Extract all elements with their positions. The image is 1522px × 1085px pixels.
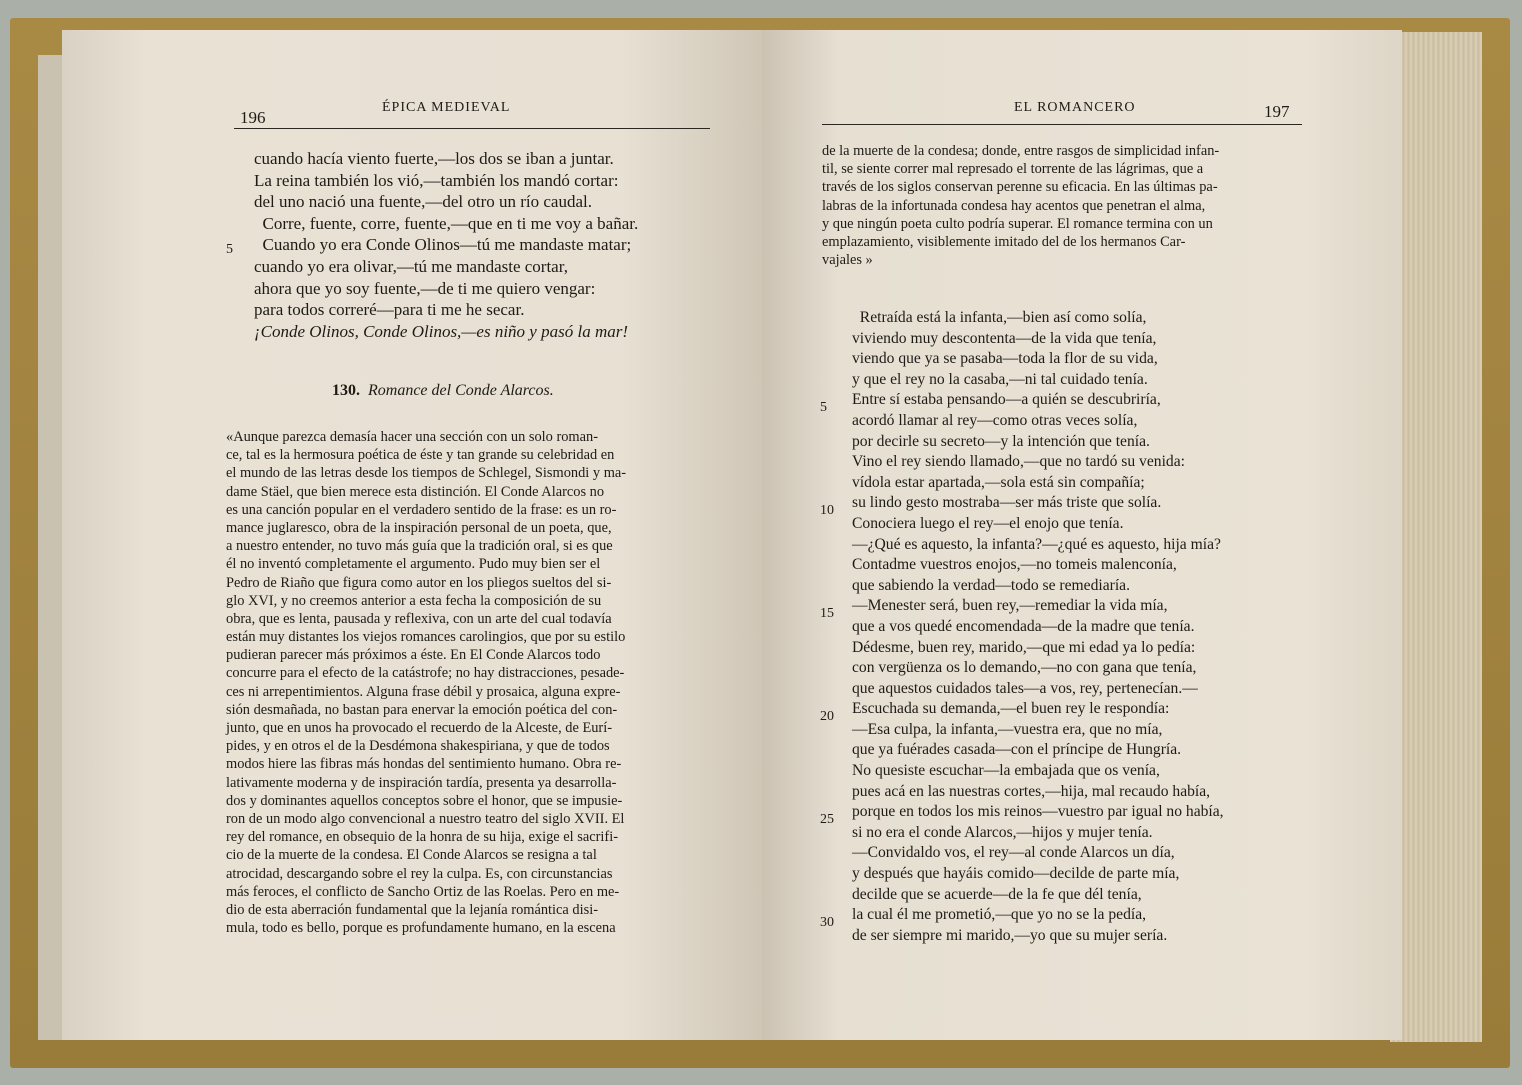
prose-line: emplazamiento, visiblemente imitado del de los hermanos Car- [822,233,1186,250]
prose-line: dio de esta aberración fundamental que la lejanía romántica disi- [226,901,598,918]
line-number: 5 [226,242,233,257]
poem-line: cuando yo era olivar,—tú me mandaste cortar, [254,256,568,276]
prose-block [822,142,1219,269]
poem-line: vídola estar apartada,—sola está sin compañía; [852,473,1145,491]
prose-line: modos hiere las fibras más hondas del sentimiento humano. Obra re- [226,756,622,773]
prose-line: vajales » [822,252,873,269]
poem-line: que a vos quedé encomendada—de la madre que tenía. [852,617,1195,635]
line-number: 20 [820,709,834,724]
poem-line: por decirle su secreto—y la intención que tenía. [852,432,1150,450]
poem-block [852,308,1224,946]
prose-line: rey del romance, en obsequio de la honra de su hija, exige el sacrifi- [226,829,618,846]
prose-line: más feroces, el conflicto de Sancho Ortiz de las Roelas. Pero en me- [226,883,620,900]
section-title: Romance del Conde Alarcos. [368,382,554,399]
prose-line: glo XVI, y no creemos anterior a esta fecha la composición de su [226,592,602,609]
prose-line: dame Stäel, que bien merece esta distinción. El Conde Alarcos no [226,483,605,500]
prose-line: mance juglaresco, obra de la inspiración personal de un poeta, que, [226,519,612,536]
prose-line: él no inventó completamente el argumento. Pudo muy bien ser el [226,556,601,573]
poem-line: del uno nació una fuente,—del otro un río caudal. [254,192,592,212]
poem-line: y después que hayáis comido—decilde de parte mía, [852,865,1180,883]
prose-line: labras de la infortunada condesa hay acentos que penetran el alma, [822,197,1206,214]
poem-line: Conociera luego el rey—el enojo que tenía. [852,514,1124,532]
prose-line: pides, y en otros el de la Desdémona shakespiriana, y que de todos [226,738,610,755]
page-number: 196 [240,108,266,127]
prose-line: y que ningún poeta culto podría superar. El romance termina con un [822,215,1213,232]
page-number: 197 [1264,102,1290,121]
poem-line: Cuando yo era Conde Olinos—tú me mandaste matar; [254,235,632,255]
prose-line: sión desmañada, no bastan para enervar la emoción poética del con- [226,701,618,718]
poem-line: Escuchada su demanda,—el buen rey le respondía: [852,700,1170,718]
prose-line: el mundo de las letras desde los tiempos de Schlegel, Sismondi y ma- [226,465,627,482]
line-number: 30 [820,915,834,930]
running-header: ÉPICA MEDIEVAL [382,100,511,115]
poem-line: —Menester será, buen rey,—remediar la vida mía, [852,597,1168,615]
prose-line: de la muerte de la condesa; donde, entre rasgos de simplicidad infan- [822,143,1220,159]
poem-line: La reina también los vió,—también los mandó cortar: [254,170,619,190]
prose-line: «Aunque parezca demasía hacer una sección con un solo roman- [226,429,598,445]
poem-line: que aquestos cuidados tales—a vos, rey, pertenecían.— [852,679,1198,697]
poem-line: Retraída está la infanta,—bien así como solía, [852,309,1147,326]
section-number: 130. [332,382,360,399]
prose-line: obra, que es lenta, pausada y reflexiva, con un arte del cual todavía [226,610,612,627]
prose-line: a nuestro entender, no tuvo más guía que la tradición oral, si es que [226,538,613,555]
poem-line: Dédesme, buen rey, marido,—que mi edad ya lo pedía: [852,638,1196,656]
poem-line: y que el rey no la casaba,—ni tal cuidado tenía. [852,370,1148,388]
poem-line: Contadme vuestros enojos,—no tomeis malenconía, [852,556,1177,574]
poem-line: Vino el rey siendo llamado,—que no tardó su venida: [852,453,1185,471]
poem-line: Entre sí estaba pensando—a quién se descubriría, [852,391,1161,409]
prose-block [226,428,626,937]
prose-line: mula, todo es bello, porque es profundamente humano, en la escena [226,920,616,937]
poem-line: —Convidaldo vos, el rey—al conde Alarcos un día, [852,844,1175,862]
poem-line: decilde que se acuerde—de la fe que dél tenía, [852,885,1142,903]
header-rule [234,128,710,129]
poem-line: si no era el conde Alarcos,—hijos y mujer tenía. [852,823,1153,841]
prose-line: través de los siglos conservan perenne su eficacia. En las últimas pa- [822,179,1218,196]
prose-line: dos y dominantes aquellos conceptos sobre el honor, que se impusie- [226,792,623,809]
poem-line: —Esa culpa, la infanta,—vuestra era, que no mía, [852,720,1163,738]
prose-line: til, se siente correr mal represado el torrente de las lágrimas, que a [822,161,1204,178]
poem-line: que ya fuérades casada—con el príncipe de Hungría. [852,741,1182,759]
poem-line: acordó llamar al rey—como otras veces solía, [852,411,1138,429]
poem-block [254,148,638,342]
line-number: 5 [820,400,827,415]
poem-line: —¿Qué es aquesto, la infanta?—¿qué es aquesto, hija mía? [852,535,1221,553]
poem-line: ¡Conde Olinos, Conde Olinos,—es niño y pasó la mar! [254,321,628,341]
poem-line: de ser siempre mi marido,—yo que su mujer sería. [852,926,1168,944]
prose-line: lativamente moderna y de inspiración tardía, presenta ya desarrolla- [226,774,617,791]
poem-line: No quesiste escuchar—la embajada que os venía, [852,762,1160,780]
prose-line: atrocidad, descargando sobre el rey la culpa. Es, con circunstancias [226,865,613,882]
poem-line: que sabiendo la verdad—todo se remediaría. [852,576,1130,594]
prose-line: junto, que en unos ha provocado el recuerdo de la Alceste, de Eurí- [226,720,613,736]
poem-line: ahora que yo soy fuente,—de ti me quiero vengar: [254,278,596,298]
poem-line: viendo que ya se pasaba—toda la flor de su vida, [852,350,1158,368]
running-header: EL ROMANCERO [1014,100,1136,115]
prose-line: ces ni arrepentimientos. Alguna frase débil y prosaica, alguna expre- [226,683,621,700]
prose-line: ce, tal es la hermosura poética de éste y tan grande su celebridad en [226,447,615,464]
poem-line: viviendo muy descontenta—de la vida que tenía, [852,329,1157,347]
line-number: 15 [820,606,834,621]
line-number: 10 [820,503,834,518]
poem-line: con vergüenza os lo demando,—no con gana que tenía, [852,659,1197,677]
poem-line: pues acá en las nuestras cortes,—hija, mal recaudo había, [852,782,1211,800]
poem-line: Corre, fuente, corre, fuente,—que en ti me voy a bañar. [254,213,639,233]
poem-line: porque en todos los mis reinos—vuestro par igual no había, [852,803,1224,821]
prose-line: pudieran parecer más próximos a éste. En El Conde Alarcos todo [226,647,601,664]
poem-line: su lindo gesto mostraba—ser más triste que solía. [852,494,1162,512]
prose-line: están muy distantes los viejos romances carolingios, que por su estilo [226,629,626,646]
prose-line: es una canción popular en el verdadero sentido de la frase: es un ro- [226,501,617,518]
poem-line: cuando hacía viento fuerte,—los dos se iban a juntar. [254,149,614,168]
poem-line: para todos correré—para ti me he secar. [254,300,525,320]
page-edges-right [1390,32,1482,1042]
prose-line: ron de un modo algo convencional a nuestro teatro del siglo XVII. El [226,810,625,827]
line-number: 25 [820,812,834,827]
prose-line: Pedro de Riaño que figura como autor en los pliegos sueltos del si- [226,574,612,591]
header-rule [822,124,1302,125]
prose-line: cio de la muerte de la condesa. El Conde Alarcos se resigna a tal [226,847,597,864]
left-page [62,30,762,1040]
section-heading [332,382,554,400]
poem-line: la cual él me prometió,—que yo no se la pedía, [852,906,1147,924]
right-page [762,30,1402,1040]
prose-line: concurre para el efecto de la catástrofe; no hay distracciones, pesade- [226,665,625,682]
